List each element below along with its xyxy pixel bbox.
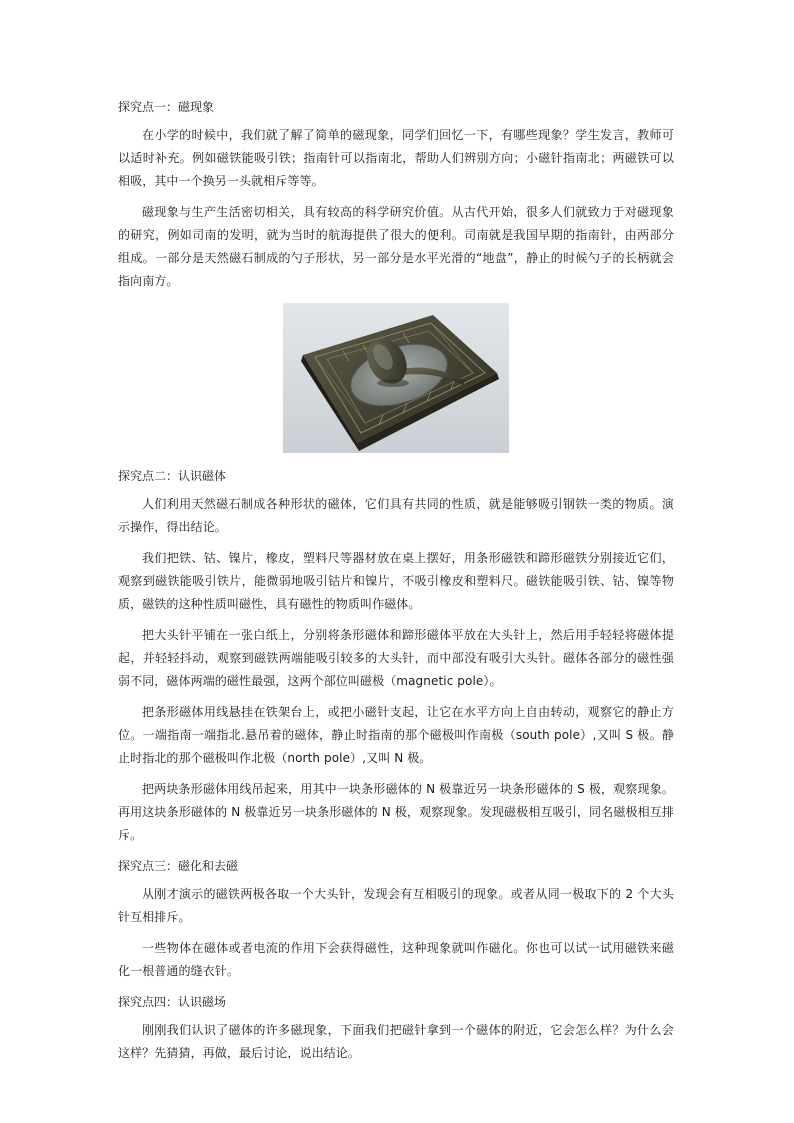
paragraph: 刚刚我们认识了磁体的许多磁现象，下面我们把磁针拿到一个磁体的附近，它会怎么样？为什么会这样？先猜猜，再做，最后讨论，说出结论。 bbox=[118, 1023, 674, 1060]
paragraph: 把条形磁体用线悬挂在铁架台上，或把小磁针支起，让它在水平方向上自由转动，观察它的静止方位。一端指南一端指北.悬吊着的磁体，静止时指南的那个磁极叫作南极（south pole）,又叫 S 极。静止时指北的那个磁极叫作北极（north pole）,又叫 N 极。 bbox=[118, 705, 674, 765]
paragraph: 在小学的时候中，我们就了解了简单的磁现象，同学们回忆一下，有哪些现象？学生发言，教师可以适时补充。例如磁铁能吸引铁；指南针可以指南北，帮助人们辨别方向；小磁针指南北；两磁铁可以相吸，其中一个换另一头就相斥等等。 bbox=[118, 128, 674, 188]
section-heading-2: 探究点二：认识磁体 bbox=[118, 469, 227, 483]
paragraph: 一些物体在磁体或者电流的作用下会获得磁性，这种现象就叫作磁化。你也可以试一试用磁铁来磁化一根普通的缝衣针。 bbox=[118, 941, 674, 978]
document-page bbox=[118, 96, 674, 1073]
section-heading-1: 探究点一：磁现象 bbox=[118, 100, 215, 114]
section-heading-3: 探究点三：磁化和去磁 bbox=[118, 859, 239, 873]
paragraph: 把大头针平铺在一张白纸上，分别将条形磁体和蹄形磁体平放在大头针上，然后用手轻轻将磁体提起，并轻轻抖动，观察到磁铁两端能吸引较多的大头针，而中部没有吸引大头针。磁体各部分的磁性强弱不同，磁体两端的磁性最强，这两个部位叫磁极（magnetic pole）。 bbox=[118, 628, 674, 688]
paragraph: 人们利用天然磁石制成各种形状的磁体，它们具有共同的性质，就是能够吸引钢铁一类的物质。演示操作，得出结论。 bbox=[118, 497, 674, 534]
sinan-illustration bbox=[283, 303, 509, 453]
paragraph: 从刚才演示的磁铁两极各取一个大头针，发现会有互相吸引的现象。或者从同一极取下的 2 个大头针互相排斥。 bbox=[118, 887, 674, 924]
section-heading-4: 探究点四：认识磁场 bbox=[118, 995, 227, 1009]
paragraph: 磁现象与生产生活密切相关，具有较高的科学研究价值。从古代开始，很多人们就致力于对磁现象的研究，例如司南的发明，就为当时的航海提供了很大的便利。司南就是我国早期的指南针，由两部分组成。一部分是天然磁石制成的勺子形状，另一部分是水平光滑的“地盘”，静止的时候勺子的长柄就会指向南方。 bbox=[118, 205, 674, 288]
paragraph: 我们把铁、钴、镍片，橡皮，塑料尺等器材放在桌上摆好，用条形磁铁和蹄形磁铁分别接近它们，观察到磁铁能吸引铁片，能微弱地吸引钴片和镍片，不吸引橡皮和塑料尺。磁铁能吸引铁、钴、镍等物质，磁铁的这种性质叫磁性，具有磁性的物质叫作磁体。 bbox=[118, 551, 674, 611]
sinan-compass-photo bbox=[283, 303, 509, 453]
paragraph: 把两块条形磁体用线吊起来，用其中一块条形磁体的 N 极靠近另一块条形磁体的 S 极，观察现象。再用这块条形磁体的 N 极靠近另一块条形磁体的 N 极，观察现象。发现磁极相互吸引，同名磁极相互排斥。 bbox=[118, 782, 674, 842]
